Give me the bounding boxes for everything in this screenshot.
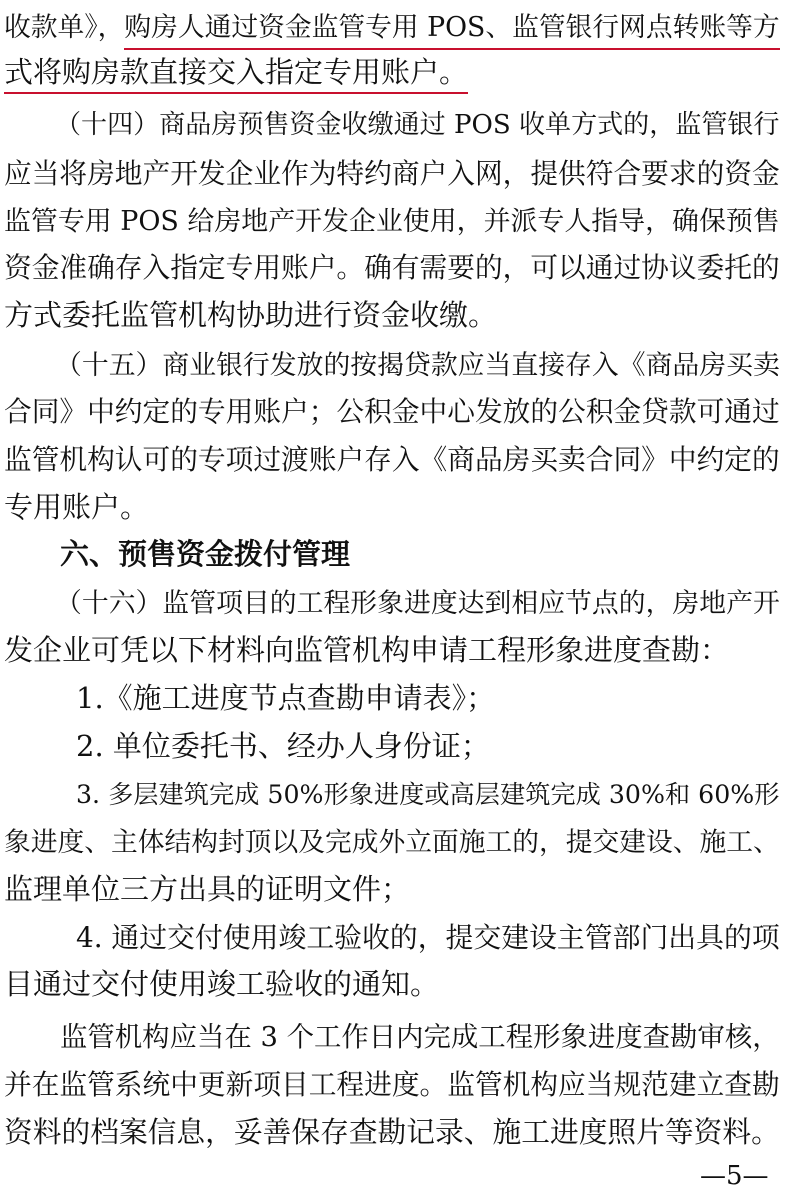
list-item-text: 2. 单位委托书、经办人身份证； [76, 729, 490, 763]
body-line [0, 1058, 795, 1110]
text-segment: 方式委托监管机构协助进行资金收缴。 [4, 298, 498, 332]
text-segment: （十四）商品房预售资金收缴通过 POS 收单方式的，监管银行 [55, 110, 780, 140]
body-line [0, 815, 795, 867]
text-segment: 合同》中约定的专用账户；公积金中心发放的公积金贷款可通过 [4, 395, 780, 428]
text-segment: 监理单位三方出具的证明文件； [4, 872, 411, 906]
text-segment: 专用账户。 [4, 490, 150, 524]
body-line [0, 433, 795, 485]
body-line [0, 481, 795, 533]
body-line [0, 863, 795, 915]
body-line [0, 385, 795, 437]
body-line [0, 1106, 795, 1158]
text-segment: 并在监管系统中更新项目工程进度。监管机构应当规范建立查勘 [4, 1068, 780, 1101]
body-line [0, 289, 795, 341]
list-item-line [0, 720, 795, 772]
body-line [0, 0, 795, 52]
text-segment: 监管机构应当在 3 个工作日内完成工程形象进度查勘审核， [60, 1022, 780, 1053]
page-number: —5— [700, 1161, 769, 1191]
section-heading [0, 528, 795, 580]
body-line [0, 147, 795, 199]
text-segment: 收款单》， [4, 12, 125, 43]
text-segment: 监管专用 POS 给房地产开发企业使用，并派专人指导，确保预售 [4, 206, 780, 237]
body-line [0, 46, 795, 98]
text-segment: 应当将房地产开发企业作为特约商户入网，提供符合要求的资金 [4, 157, 780, 190]
text-segment: 发企业可凭以下材料向监管机构申请工程形象进度查勘： [4, 633, 730, 667]
section-heading-text: 六、预售资金拨付管理 [60, 537, 351, 571]
list-item-text: 1.《施工进度节点查勘申请表》； [76, 681, 496, 715]
underlined-text-segment: 式将购房款直接交入指定专用账户。 [4, 46, 468, 98]
underlined-text-segment: 购房人通过资金监管专用 POS、监管银行网点转账等方 [124, 2, 779, 52]
list-item-text: 4. 通过交付使用竣工验收的，提交建设主管部门出具的项 [76, 921, 780, 954]
body-line [0, 97, 795, 149]
body-line [0, 958, 795, 1010]
list-item-line [0, 672, 795, 724]
body-line [0, 194, 795, 246]
text-segment: 象进度、主体结构封顶以及完成外立面施工的，提交建设、施工、 [4, 827, 780, 858]
body-line [0, 576, 795, 628]
body-line [0, 338, 795, 390]
list-item-text: 3. 多层建筑完成 50%形象进度或高层建筑完成 30%和 60%形 [76, 780, 780, 809]
text-segment: （十六）监管项目的工程形象进度达到相应节点的，房地产开 [55, 588, 780, 619]
list-item-line [0, 767, 795, 819]
body-line [0, 1010, 795, 1062]
body-line [0, 624, 795, 676]
text-segment: 监管机构认可的专项过渡账户存入《商品房买卖合同》中约定的 [4, 443, 780, 476]
text-segment: 资金准确存入指定专用账户。确有需要的，可以通过协议委托的 [4, 251, 780, 284]
text-segment: 目通过交付使用竣工验收的通知。 [4, 967, 440, 1001]
text-segment: 资料的档案信息，妥善保存查勘记录、施工进度照片等资料。 [4, 1115, 780, 1149]
text-segment: （十五）商业银行发放的按揭贷款应当直接存入《商品房买卖 [55, 350, 780, 381]
body-line [0, 241, 795, 293]
list-item-line [0, 911, 795, 963]
